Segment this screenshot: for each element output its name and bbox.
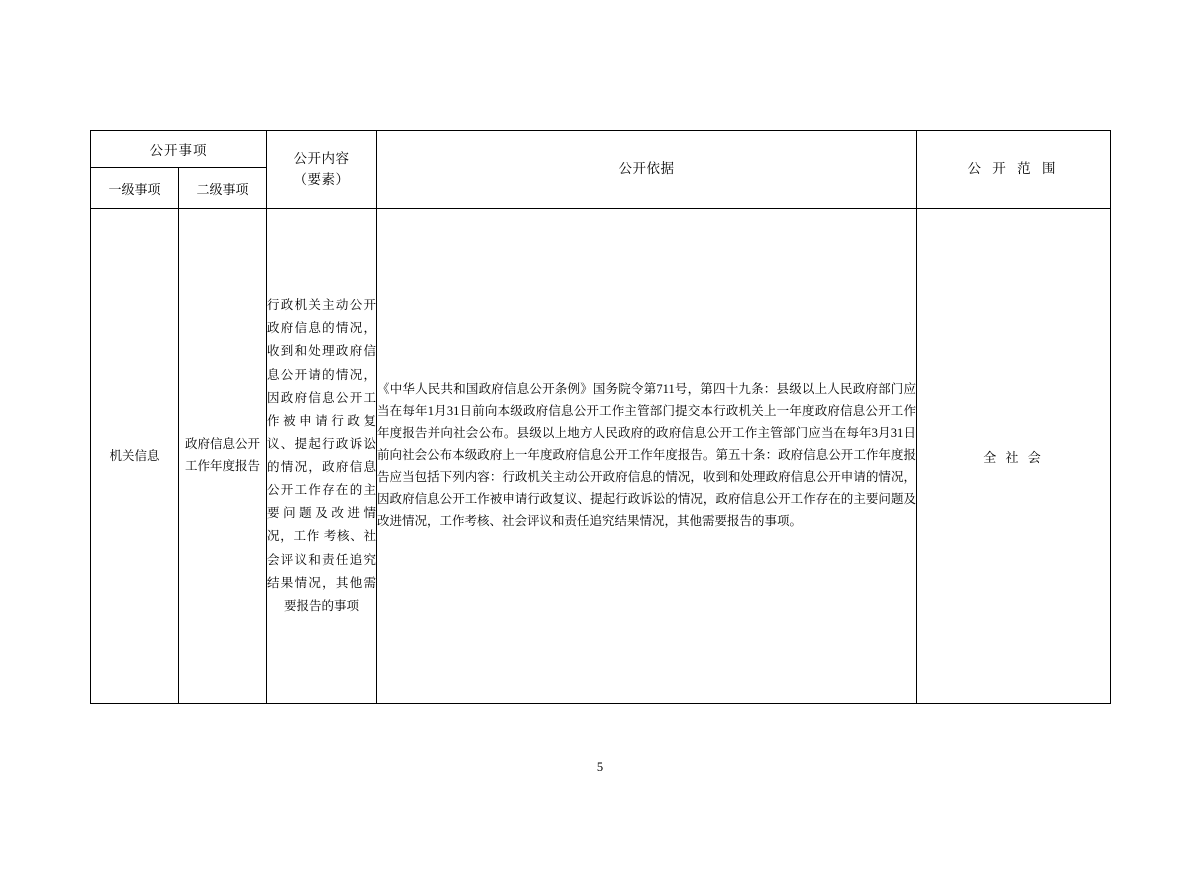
cell-scope: 全 社 会 — [917, 209, 1111, 704]
table-header-row-1 — [91, 131, 1111, 168]
header-scope: 公 开 范 围 — [917, 131, 1111, 209]
header-content — [267, 131, 377, 209]
page-number: 5 — [596, 760, 604, 774]
header-level1: 一级事项 — [91, 168, 179, 209]
cell-content: 行政机关主动公开政府信息的情况，收到和处理政府信息公开请的情况，因政府信息公开工作被申请行政复议、提起行政诉讼的情况，政府信息公开工作存在的主要问题及改进情况，工作 考核、社会评议和责任追究结果情况，其他需要报告的事项 — [267, 209, 377, 704]
header-content-line1: 公开内容 — [293, 151, 350, 167]
header-basis: 公开依据 — [377, 131, 917, 209]
disclosure-table — [90, 130, 1111, 704]
header-content-line2: （要素） — [293, 171, 350, 187]
header-level2: 二级事项 — [179, 168, 267, 209]
header-matters-group: 公开事项 — [91, 131, 267, 168]
table-row — [91, 209, 1111, 704]
cell-level2: 政府信息公开工作年度报告 — [179, 209, 267, 704]
cell-basis: 《中华人民共和国政府信息公开条例》国务院令第711号，第四十九条：县级以上人民政府部门应当在每年1月31日前向本级政府信息公开工作主管部门提交本行政机关上一年度政府信息公开工作年度报告并向社会公布。县级以上地方人民政府的政府信息公开工作主管部门应当在每年3月31日前向社会公布本级政府上一年度政府信息公开工作年度报告。第五十条：政府信息公开工作年度报告应当包括下列内容：行政机关主动公开政府信息的情况，收到和处理政府信息公开申请的情况，因政府信息公开工作被申请行政复议、提起行政诉讼的情况，政府信息公开工作存在的主要问题及改进情况，工作考核、社会评议和责任追究结果情况，其他需要报告的事项。 — [377, 209, 917, 704]
cell-level1: 机关信息 — [91, 209, 179, 704]
